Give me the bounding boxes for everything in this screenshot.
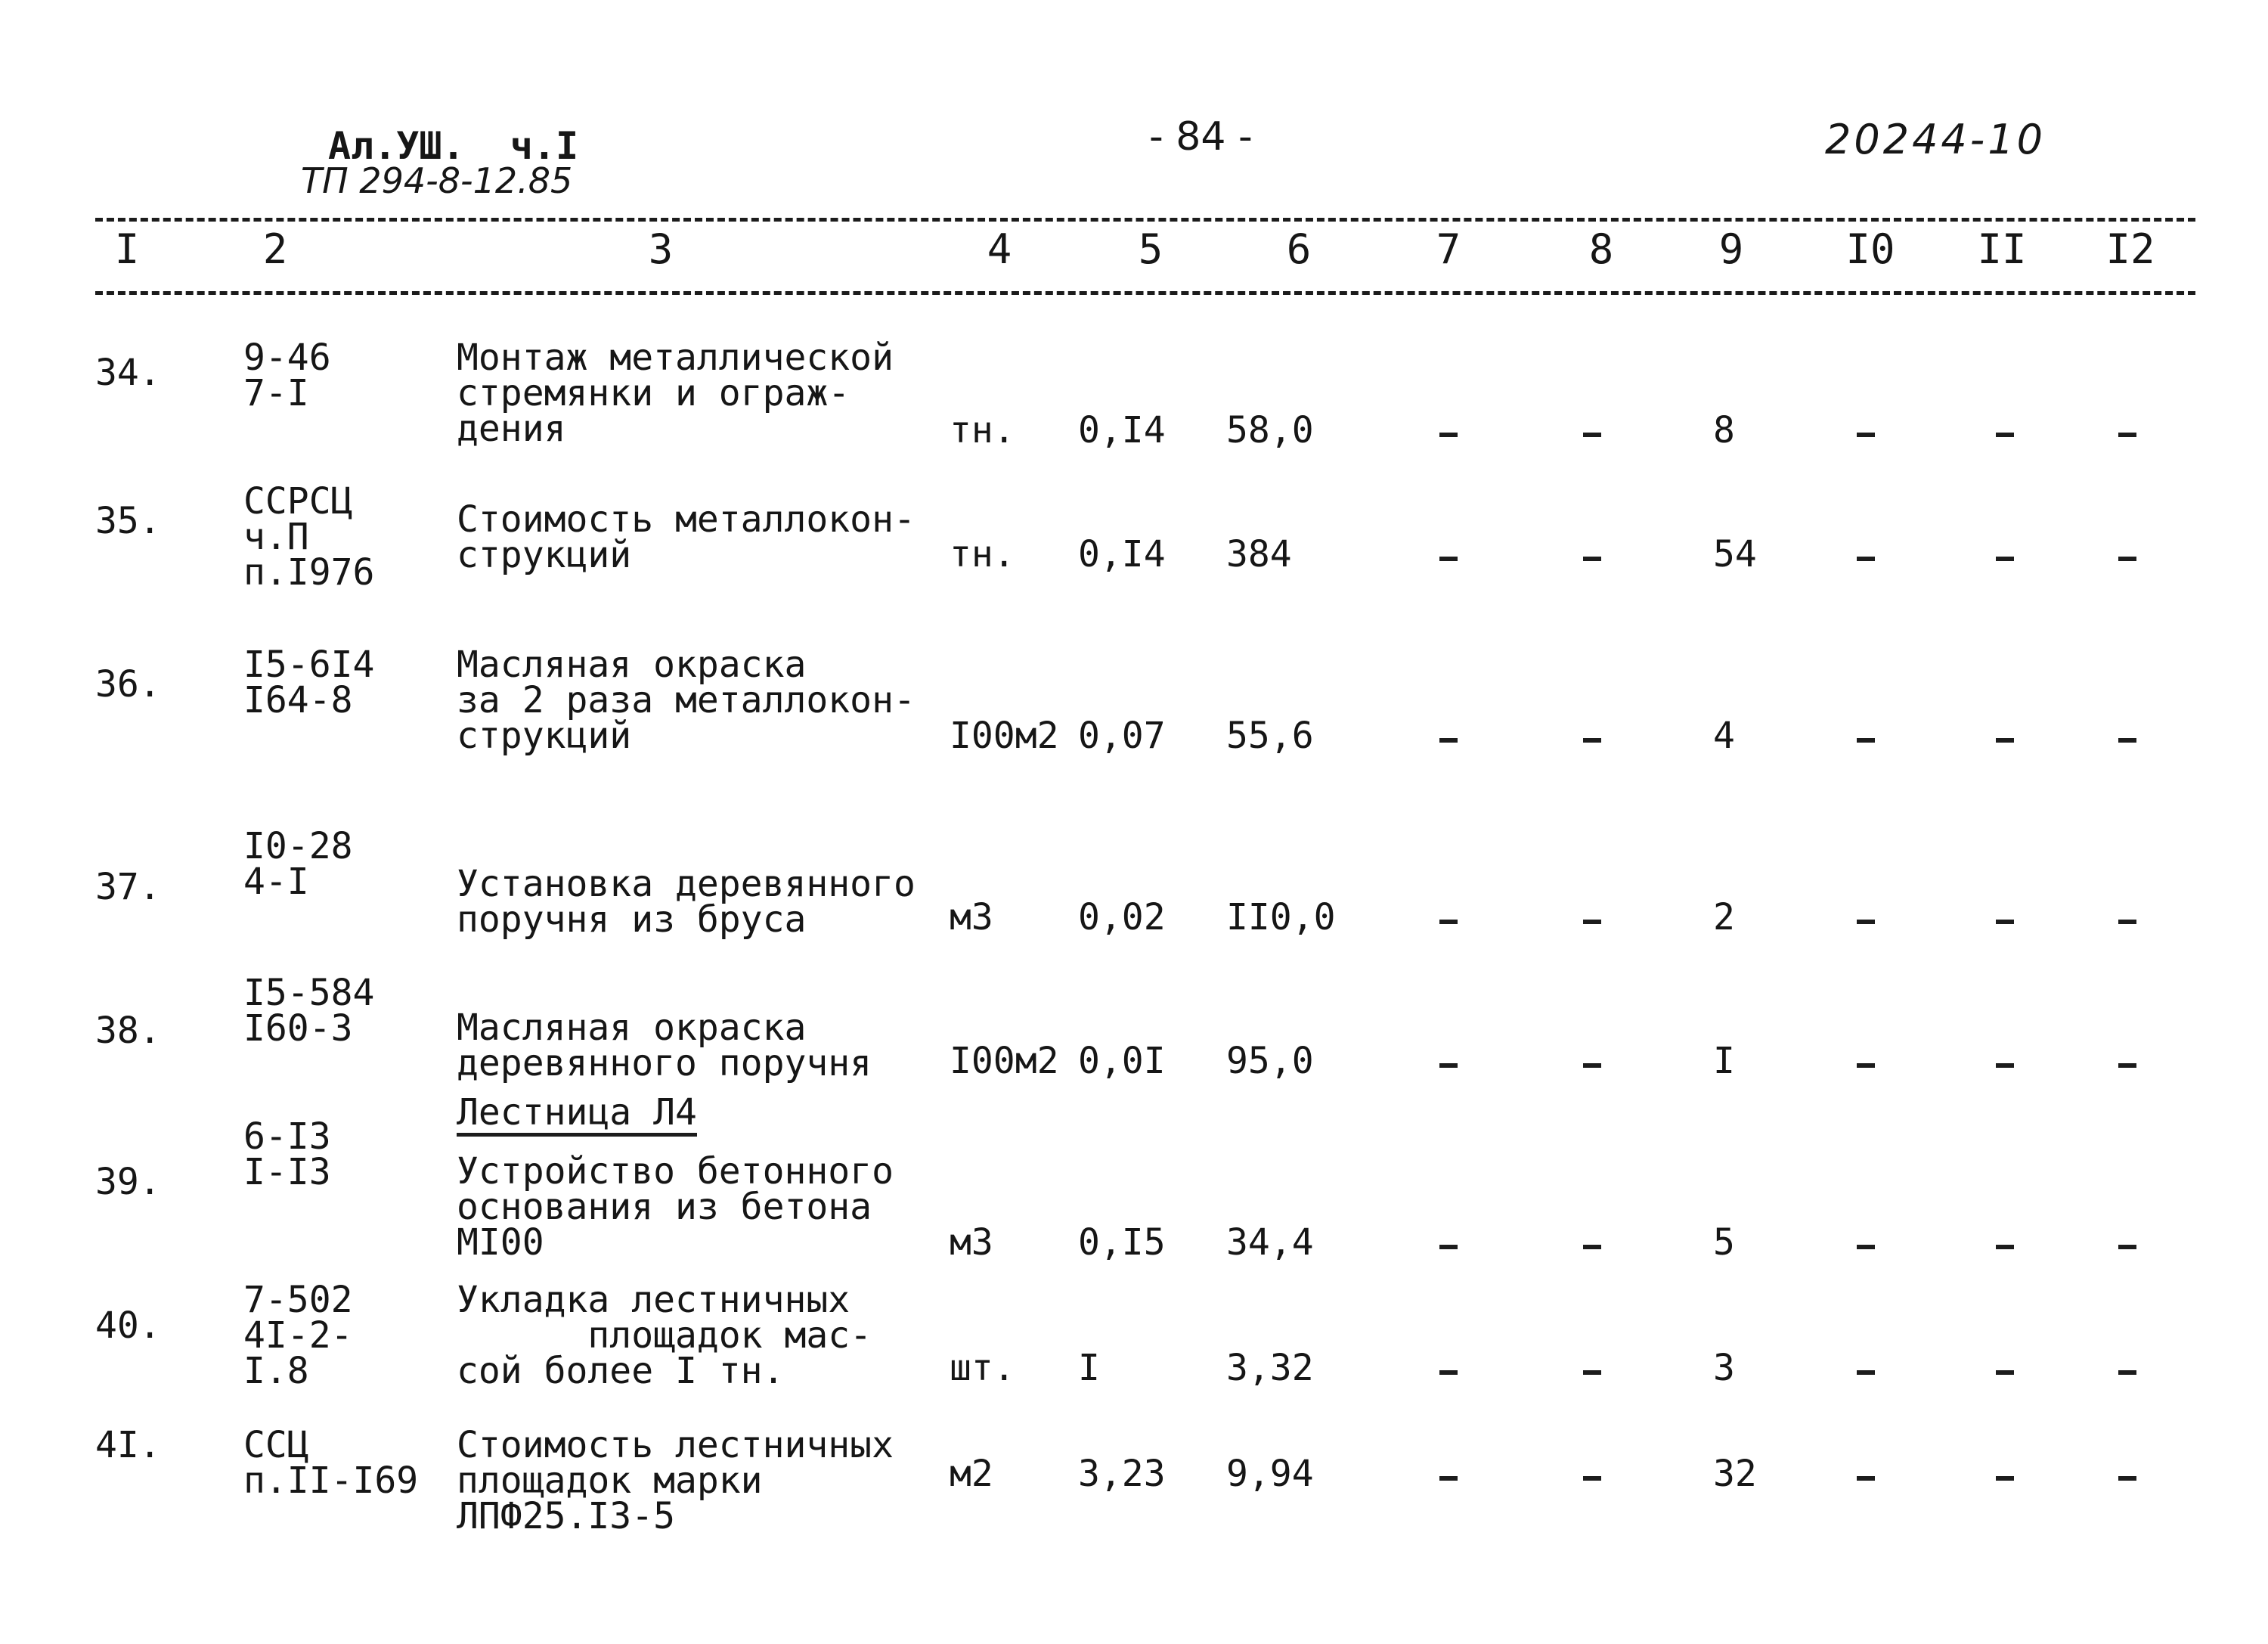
row-number: 34. [95,352,161,394]
empty-value-dash [2118,1245,2136,1249]
empty-value-dash [1439,1476,1458,1481]
empty-value-dash [1857,1245,1875,1249]
table-top-rule [95,218,2195,222]
empty-value-dash [1996,738,2014,743]
unit-of-measure: шт. [950,1347,1015,1389]
work-description: Масляная окраска за 2 раза металлокон- струкций [457,644,916,757]
total-cost: 3 [1713,1347,1735,1389]
work-description: Масляная окраска деревянного поручня [457,1007,872,1084]
empty-value-dash [1583,1245,1601,1249]
row-number: 4I. [95,1424,161,1466]
empty-value-dash [1439,557,1458,561]
empty-value-dash [2118,1063,2136,1068]
page-number: - 84 - [1149,114,1253,160]
empty-value-dash [1996,557,2014,561]
empty-value-dash [2118,920,2136,924]
quantity: 0,I5 [1078,1221,1166,1264]
work-description: Монтаж металлической стремянки и ограж- дения [457,337,894,450]
work-description: Установка деревянного поручня из бруса [457,863,916,941]
empty-value-dash [1583,1063,1601,1068]
total-cost: 32 [1713,1453,1757,1495]
total-cost: 8 [1713,409,1735,451]
rate-code: I0-28 4-I [243,825,353,903]
empty-value-dash [1857,1370,1875,1375]
empty-value-dash [2118,1476,2136,1481]
quantity: 0,I4 [1078,533,1166,575]
empty-value-dash [1857,1476,1875,1481]
work-description: Устройство бетонного основания из бетона МI00 [457,1150,894,1264]
empty-value-dash [1583,920,1601,924]
total-cost: 2 [1713,896,1735,938]
column-number: I0 [1845,225,1895,273]
quantity: 0,I4 [1078,409,1166,451]
unit-of-measure: м3 [950,896,993,938]
unit-of-measure: тн. [950,533,1015,575]
work-description: Стоимость лестничных площадок марки ЛПФ25.I3-5 [457,1424,894,1537]
column-number: 8 [1588,225,1614,273]
empty-value-dash [1583,557,1601,561]
empty-value-dash [2118,1370,2136,1375]
empty-value-dash [1583,433,1601,437]
unit-of-measure: м2 [950,1453,993,1495]
quantity: 0,07 [1078,715,1166,757]
column-number: 2 [262,225,288,273]
empty-value-dash [1996,1245,2014,1249]
quantity: I [1078,1347,1100,1389]
unit-of-measure: I00м2 [950,1040,1059,1082]
empty-value-dash [1583,1476,1601,1481]
column-number: 3 [648,225,674,273]
row-number: 40. [95,1304,161,1347]
unit-of-measure: тн. [950,409,1015,451]
empty-value-dash [1857,557,1875,561]
rate-code: ССРСЦ ч.П п.I976 [243,480,375,594]
empty-value-dash [1996,920,2014,924]
section-title: Лестница Л4 [457,1093,697,1137]
empty-value-dash [1857,433,1875,437]
empty-value-dash [1996,1476,2014,1481]
empty-value-dash [1439,738,1458,743]
unit-cost: II0,0 [1226,896,1336,938]
column-number: 4 [987,225,1012,273]
empty-value-dash [1857,738,1875,743]
document-number: 20244-10 [1825,116,2046,163]
album-reference: Ал.УШ. ч.I [328,124,579,168]
unit-cost: 95,0 [1226,1040,1314,1082]
unit-cost: 384 [1226,533,1292,575]
empty-value-dash [1996,1370,2014,1375]
empty-value-dash [1996,433,2014,437]
rate-code: 9-46 7-I [243,337,331,414]
empty-value-dash [1439,920,1458,924]
table-header-rule [95,291,2195,295]
unit-of-measure: I00м2 [950,715,1059,757]
total-cost: I [1713,1040,1735,1082]
column-number: 9 [1718,225,1744,273]
column-number: I2 [2105,225,2155,273]
unit-cost: 58,0 [1226,409,1314,451]
empty-value-dash [1439,1245,1458,1249]
row-number: 37. [95,866,161,908]
rate-code: ССЦ п.II-I69 [243,1424,419,1502]
empty-value-dash [1583,1370,1601,1375]
work-description: Укладка лестничных площадок мас- сой более I тн. [457,1279,872,1392]
row-number: 36. [95,663,161,706]
quantity: 0,02 [1078,896,1166,938]
project-reference: ТП 294-8-12.85 [301,160,573,201]
quantity: 3,23 [1078,1453,1166,1495]
rate-code: I5-584 I60-3 [243,972,375,1050]
empty-value-dash [2118,433,2136,437]
empty-value-dash [2118,738,2136,743]
column-number: 7 [1436,225,1461,273]
total-cost: 5 [1713,1221,1735,1264]
rate-code: 6-I3 I-I3 [243,1115,331,1193]
column-number: 5 [1138,225,1163,273]
rate-code: 7-502 4I-2- I.8 [243,1279,353,1392]
empty-value-dash [1857,920,1875,924]
column-number: I [114,225,140,273]
unit-cost: 3,32 [1226,1347,1314,1389]
quantity: 0,0I [1078,1040,1166,1082]
total-cost: 4 [1713,715,1735,757]
empty-value-dash [1857,1063,1875,1068]
empty-value-dash [1439,433,1458,437]
unit-of-measure: м3 [950,1221,993,1264]
total-cost: 54 [1713,533,1757,575]
unit-cost: 9,94 [1226,1453,1314,1495]
empty-value-dash [1439,1063,1458,1068]
empty-value-dash [2118,557,2136,561]
unit-cost: 55,6 [1226,715,1314,757]
empty-value-dash [1583,738,1601,743]
work-description: Стоимость металлокон- струкций [457,498,916,576]
unit-cost: 34,4 [1226,1221,1314,1264]
row-number: 35. [95,500,161,542]
row-number: 39. [95,1161,161,1203]
column-number: 6 [1286,225,1312,273]
rate-code: I5-6I4 I64-8 [243,644,375,721]
empty-value-dash [1439,1370,1458,1375]
empty-value-dash [1996,1063,2014,1068]
row-number: 38. [95,1010,161,1052]
column-number: II [1977,225,2027,273]
